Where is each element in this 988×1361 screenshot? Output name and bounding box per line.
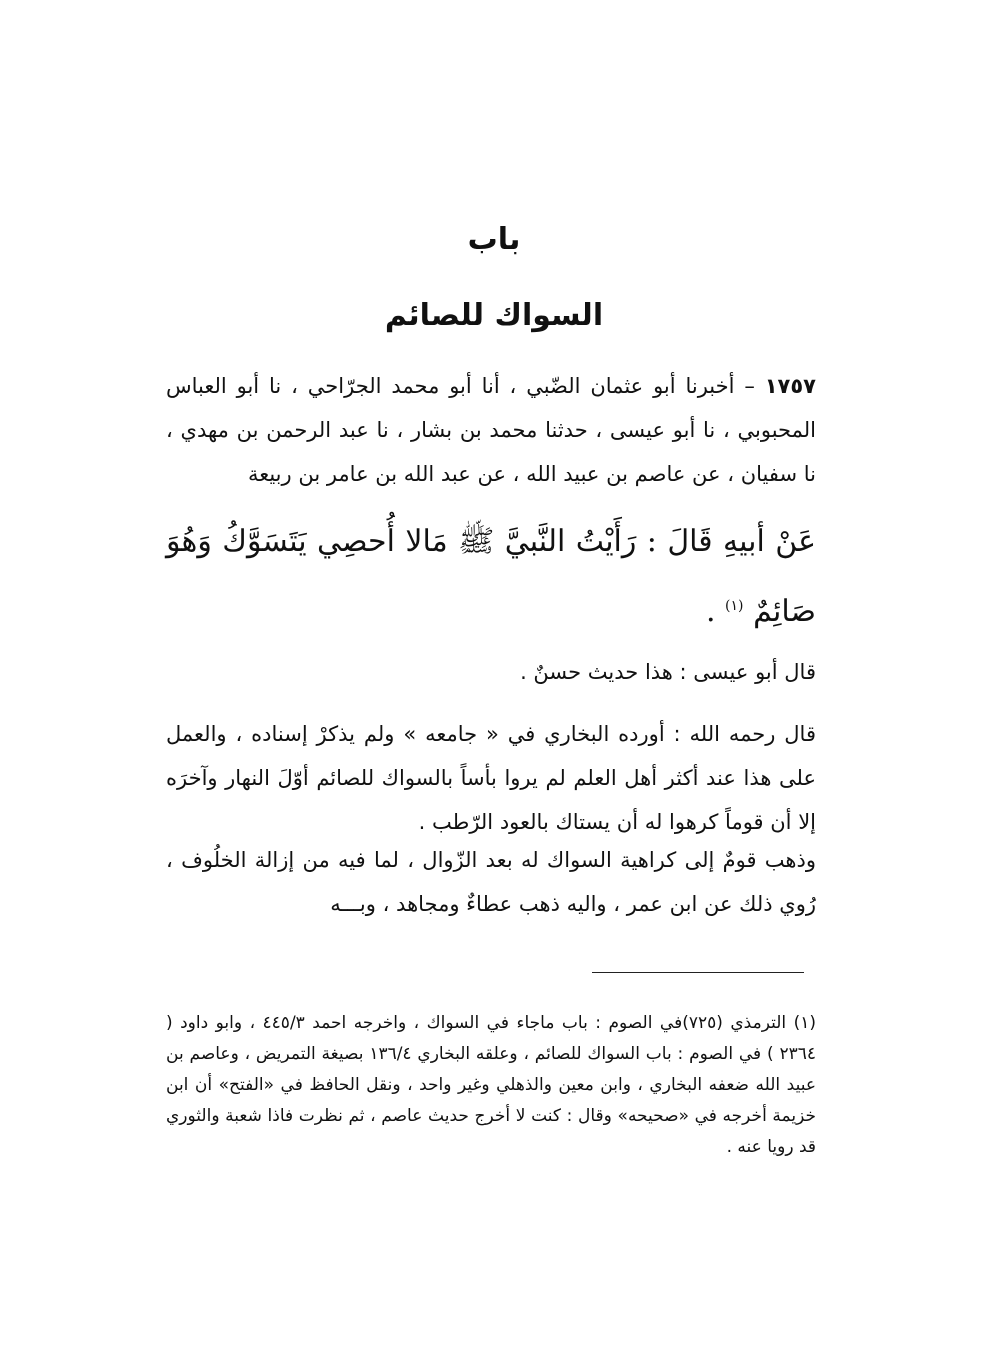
chapter-title: باب xyxy=(467,222,521,257)
footnote-divider xyxy=(592,972,804,973)
hadith-number: ١٧٥٧ xyxy=(764,374,816,398)
matn-text: عَنْ أبيهِ قَالَ : رَأَيْتُ النَّبيَّ ﷺ مَالا أُحصِي يَتَسَوَّكُ وَهُوَ صَائِمٌ xyxy=(166,524,816,629)
hadith-grading: قال أبو عيسى : هذا حديث حسنٌ . xyxy=(520,660,816,684)
chapter-subtitle: السواك للصائم xyxy=(384,298,604,333)
matn-end: . xyxy=(705,594,716,629)
author-comment: قال رحمه الله : أورده البخاري في « جامعه » ولم يذكرْ إسناده ، والعمل على هذا عند أكثر أهل العلم لم يروا بأساً بالسواك للصائم أوّلَ النهار وآخرَه إلا أن قوماً كرهوا له أن يستاك بالعود الرّطب . xyxy=(166,722,816,834)
footnote-marker: (١) xyxy=(725,598,744,614)
further-comment: وذهب قومٌ إلى كراهية السواك له بعد الزّوال ، لما فيه من إزالة الخلُوف ، رُوي ذلك عن ابن عمر ، واليه ذهب عطاءٌ ومجاهد ، وبـــه xyxy=(166,848,816,916)
isnad-text: – أخبرنا أبو عثمان الضّبي ، أنا أبو محمد الجرّاحي ، نا أبو العباس المحبوبي ، نا أبو عيسى ، حدثنا محمد بن بشار ، نا عبد الرحمن بن مهدي ، نا سفيان ، عن عاصم بن عبيد الله ، عن عبد الله بن عامر بن ربيعة xyxy=(166,374,816,486)
hadith-matn xyxy=(166,510,816,644)
footnote: (١) الترمذي (٧٢٥)في الصوم : باب ماجاء في السواك ، واخرجه احمد ٤٤٥/٣ ، وابو داود ( ٢٣٦٤ ) في الصوم : باب السواك للصائم ، وعلقه البخاري ١٣٦/٤ بصيغة التمريض ، وعاصم بن عبيد الله ضعفه البخاري ، وابن معين والذهلي وغير واحد ، ونقل الحافظ في «الفتح» أن ابن خزيمة أخرجه في «صحيحه» وقال : كنت لا أخرج حديث عاصم ، ثم نظرت فاذا شعبة والثوري قد رويا عنه . xyxy=(166,1013,816,1157)
hadith-isnad xyxy=(166,364,816,496)
